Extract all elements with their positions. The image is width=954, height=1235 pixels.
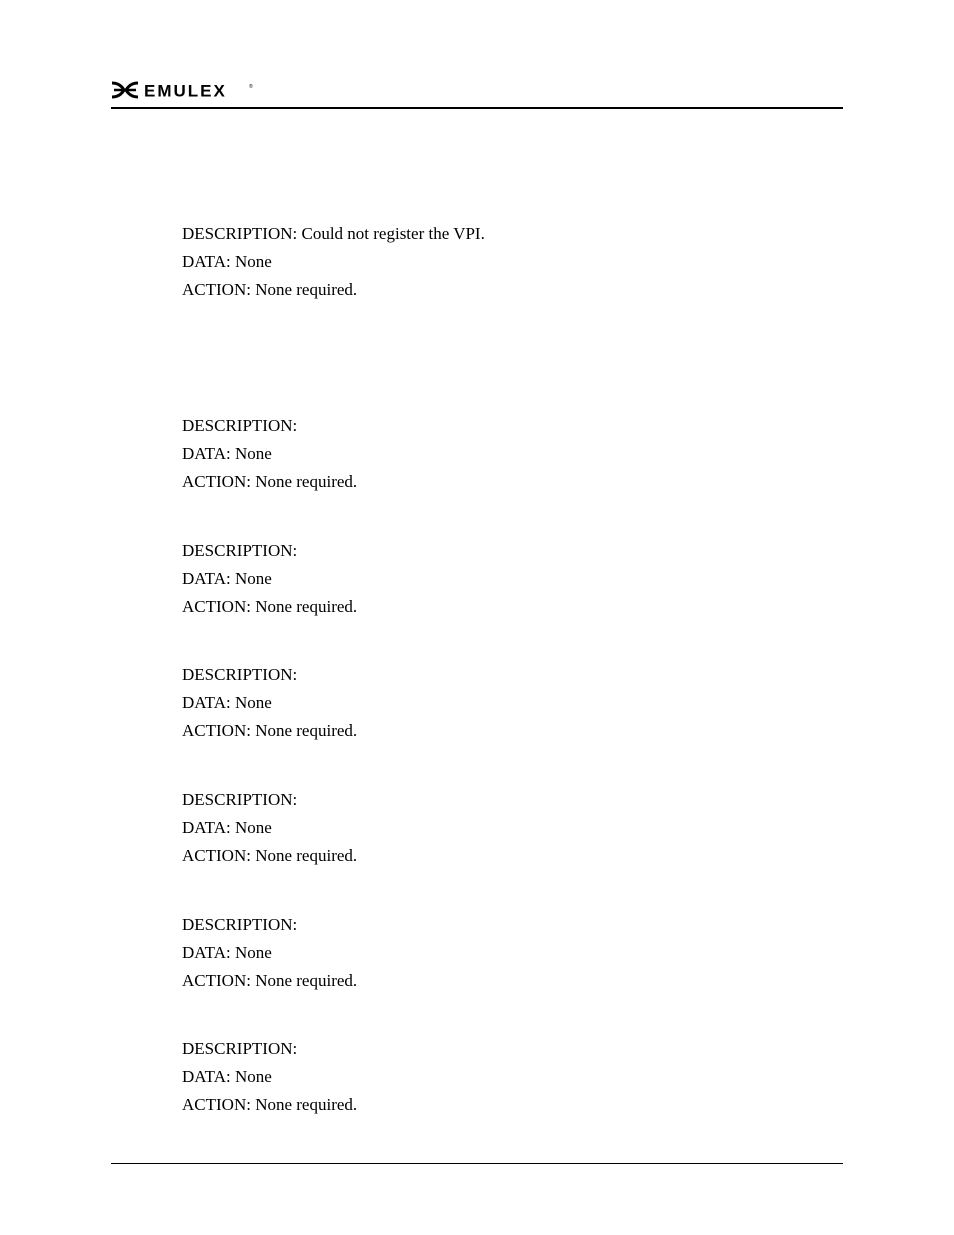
entry-description: DESCRIPTION: Could not register the VPI. <box>182 224 485 243</box>
message-entry <box>182 1035 357 1119</box>
message-entry <box>182 537 357 621</box>
logo-wordmark: EMULEX <box>144 81 227 99</box>
entry-data: DATA: None <box>182 444 272 463</box>
entry-data: DATA: None <box>182 1067 272 1086</box>
entry-action: ACTION: None required. <box>182 597 358 616</box>
message-entry <box>182 661 357 745</box>
entry-data: DATA: None <box>182 252 272 271</box>
entry-data: DATA: None <box>182 693 272 712</box>
entry-data: DATA: None <box>182 943 272 962</box>
header-divider <box>111 107 843 109</box>
footer-divider <box>111 1163 843 1164</box>
message-entry <box>182 412 357 496</box>
entry-action: ACTION: None required. <box>182 472 358 491</box>
entry-action: ACTION: None required. <box>182 846 358 865</box>
svg-text:®: ® <box>249 84 253 90</box>
entry-description: DESCRIPTION: <box>182 665 298 684</box>
entry-action: ACTION: None required. <box>182 1095 358 1114</box>
entry-action: ACTION: None required. <box>182 280 358 299</box>
entry-description: DESCRIPTION: <box>182 790 298 809</box>
entry-action: ACTION: None required. <box>182 971 358 990</box>
emulex-logo-mark-icon <box>111 81 256 99</box>
entry-description: DESCRIPTION: <box>182 416 298 435</box>
entry-description: DESCRIPTION: <box>182 541 298 560</box>
entry-data: DATA: None <box>182 569 272 588</box>
message-entry <box>182 220 485 304</box>
message-entry <box>182 911 357 995</box>
entry-action: ACTION: None required. <box>182 721 358 740</box>
entry-description: DESCRIPTION: <box>182 915 298 934</box>
entry-data: DATA: None <box>182 818 272 837</box>
entry-description: DESCRIPTION: <box>182 1039 298 1058</box>
emulex-logo <box>111 81 256 99</box>
message-entry <box>182 786 357 870</box>
